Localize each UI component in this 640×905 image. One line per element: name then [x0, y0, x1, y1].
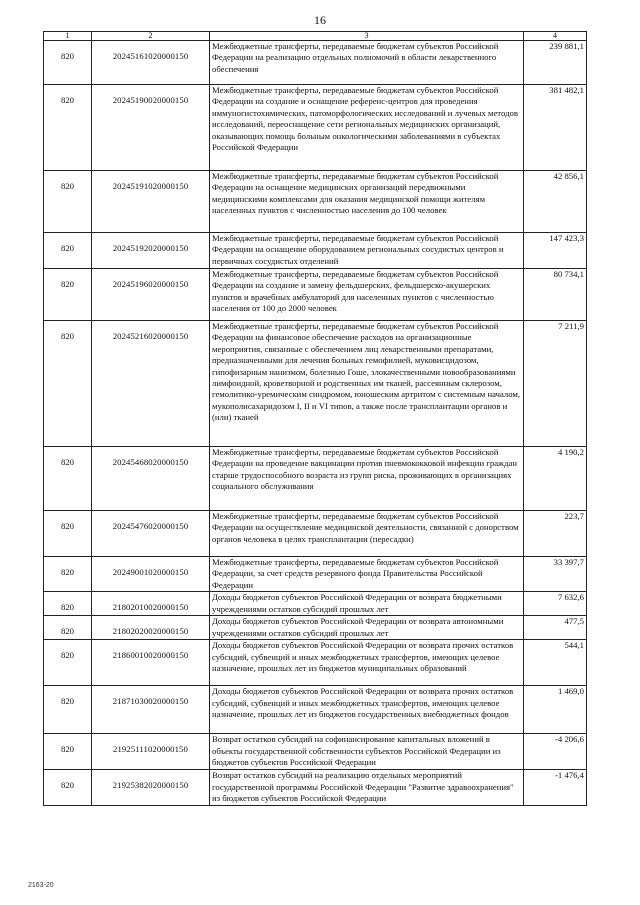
admin-code-cell: 820 — [44, 511, 92, 557]
admin-code-cell: 820 — [44, 171, 92, 233]
amount-cell: 7 211,9 — [524, 321, 587, 447]
description-cell: Доходы бюджетов субъектов Российской Федерации от возврата автономными учреждениями остатков субсидий прошлых лет — [210, 616, 524, 640]
table-row — [44, 41, 587, 85]
amount-cell: 544,1 — [524, 640, 587, 686]
budget-code-cell: 21860010020000150 — [92, 640, 210, 686]
table-row — [44, 557, 587, 592]
description-cell: Доходы бюджетов субъектов Российской Федерации от возврата прочих остатков субсидий, субвенций и иных межбюджетных трансфертов, имеющих целевое назначение, прошлых лет из бюджетов государственных внебюджетных фондов — [210, 686, 524, 734]
admin-code-cell: 820 — [44, 269, 92, 321]
admin-code-cell: 820 — [44, 770, 92, 806]
budget-code-cell: 20245468020000150 — [92, 447, 210, 511]
amount-cell: 42 856,1 — [524, 171, 587, 233]
table-row — [44, 321, 587, 447]
budget-table — [43, 31, 587, 806]
amount-cell: 7 632,6 — [524, 592, 587, 616]
table-row — [44, 85, 587, 171]
table-row — [44, 233, 587, 269]
admin-code-cell: 820 — [44, 85, 92, 171]
description-cell: Возврат остатков субсидий на софинансирование капитальных вложений в объекты государственной собственности субъектов Российской Федерации из бюджетов субъектов Российской Федерации — [210, 734, 524, 770]
budget-code-cell: 20245161020000150 — [92, 41, 210, 85]
amount-cell: -1 476,4 — [524, 770, 587, 806]
amount-cell: 381 482,1 — [524, 85, 587, 171]
description-cell: Межбюджетные трансферты, передаваемые бюджетам субъектов Российской Федерации на оснащение медицинских организаций передвижными медицинскими комплексами для оказания медицинской помощи жителям населенных пунктов с численностью населения до 100 человек — [210, 171, 524, 233]
admin-code-cell: 820 — [44, 41, 92, 85]
description-cell: Межбюджетные трансферты, передаваемые бюджетам субъектов Российской Федерации на проведение вакцинации против пневмококковой инфекции граждан старше трудоспособного возраста из групп риска, проживающих в организациях социального обслуживания — [210, 447, 524, 511]
description-cell: Межбюджетные трансферты, передаваемые бюджетам субъектов Российской Федерации на реализацию отдельных полномочий в области лекарственного обеспечения — [210, 41, 524, 85]
amount-cell: 4 190,2 — [524, 447, 587, 511]
admin-code-cell: 820 — [44, 557, 92, 592]
page-number: 16 — [314, 13, 326, 27]
admin-code-cell: 820 — [44, 686, 92, 734]
table-row — [44, 269, 587, 321]
budget-code-cell: 20245196020000150 — [92, 269, 210, 321]
budget-code-cell: 20245216020000150 — [92, 321, 210, 447]
amount-cell: 477,5 — [524, 616, 587, 640]
table-row — [44, 592, 587, 616]
admin-code-cell: 820 — [44, 233, 92, 269]
amount-cell: 1 469,0 — [524, 686, 587, 734]
budget-code-cell: 20249001020000150 — [92, 557, 210, 592]
amount-cell: 147 423,3 — [524, 233, 587, 269]
description-cell: Межбюджетные трансферты, передаваемые бюджетам субъектов Российской Федерации, за счет средств резервного фонда Правительства Российской Федерации — [210, 557, 524, 592]
amount-cell: 239 881,1 — [524, 41, 587, 85]
admin-code-cell: 820 — [44, 640, 92, 686]
table-row — [44, 734, 587, 770]
admin-code-cell: 820 — [44, 592, 92, 616]
amount-cell: -4 206,6 — [524, 734, 587, 770]
budget-code-cell: 20245191020000150 — [92, 171, 210, 233]
admin-code-cell: 820 — [44, 616, 92, 640]
table-header-row — [44, 32, 587, 41]
budget-code-cell: 21802010020000150 — [92, 592, 210, 616]
budget-code-cell: 20245192020000150 — [92, 233, 210, 269]
amount-cell: 223,7 — [524, 511, 587, 557]
column-header-2: 2 — [92, 32, 210, 41]
budget-code-cell: 21802020020000150 — [92, 616, 210, 640]
amount-cell: 80 734,1 — [524, 269, 587, 321]
table-row — [44, 686, 587, 734]
column-header-1: 1 — [44, 32, 92, 41]
column-header-4: 4 — [524, 32, 587, 41]
description-cell: Межбюджетные трансферты, передаваемые бюджетам субъектов Российской Федерации на оснащение оборудованием региональных сосудистых центров и первичных сосудистых отделений — [210, 233, 524, 269]
description-cell: Межбюджетные трансферты, передаваемые бюджетам субъектов Российской Федерации на создание и оснащение референс-центров для проведения иммуногистохимических, патоморфологических исследований и лучевых методов исследований, переоснащение сети региональных медицинских организаций, оказывающих помощь больным онкологическими заболеваниями в субъектах Российской Федерации — [210, 85, 524, 171]
description-cell: Доходы бюджетов субъектов Российской Федерации от возврата прочих остатков субсидий, субвенций и иных межбюджетных трансфертов, имеющих целевое назначение, прошлых лет из бюджетов муниципальных образований — [210, 640, 524, 686]
admin-code-cell: 820 — [44, 734, 92, 770]
column-header-3: 3 — [210, 32, 524, 41]
budget-code-cell: 21871030020000150 — [92, 686, 210, 734]
table-row — [44, 171, 587, 233]
description-cell: Межбюджетные трансферты, передаваемые бюджетам субъектов Российской Федерации на финансовое обеспечение расходов на организационные мероприятия, связанные с обеспечением лиц лекарственными препаратами, предназначенными для лечения больных гемофилией, муковисцидозом, гипофизарным нанизмом, болезнью Гоше, злокачественными новообразованиями лимфоидной, кроветворной и родственных им тканей, рассеянным склерозом, гемолитико-уремическим синдромом, юношеским артритом с системным началом, мукополисахаридозом I, II и VI типов, а также после трансплантации органов и (или) тканей — [210, 321, 524, 447]
budget-code-cell: 21925382020000150 — [92, 770, 210, 806]
amount-cell: 33 397,7 — [524, 557, 587, 592]
budget-code-cell: 20245476020000150 — [92, 511, 210, 557]
table-row — [44, 511, 587, 557]
table-row — [44, 616, 587, 640]
document-code: 2163-20 — [28, 882, 54, 889]
description-cell: Доходы бюджетов субъектов Российской Федерации от возврата бюджетными учреждениями остатков субсидий прошлых лет — [210, 592, 524, 616]
budget-code-cell: 20245190020000150 — [92, 85, 210, 171]
table-row — [44, 770, 587, 806]
admin-code-cell: 820 — [44, 321, 92, 447]
budget-code-cell: 21925111020000150 — [92, 734, 210, 770]
table-row — [44, 447, 587, 511]
table-row — [44, 640, 587, 686]
description-cell: Возврат остатков субсидий на реализацию отдельных мероприятий государственной программы Российской Федерации "Развитие здравоохранения" из бюджетов субъектов Российской Федерации — [210, 770, 524, 806]
admin-code-cell: 820 — [44, 447, 92, 511]
description-cell: Межбюджетные трансферты, передаваемые бюджетам субъектов Российской Федерации на создание и замену фельдшерских, фельдшерско-акушерских пунктов и врачебных амбулаторий для населенных пунктов с численностью населения от 100 до 2000 человек — [210, 269, 524, 321]
description-cell: Межбюджетные трансферты, передаваемые бюджетам субъектов Российской Федерации на осуществление медицинской деятельности, связанной с донорством органов человека в целях трансплантации (пересадки) — [210, 511, 524, 557]
